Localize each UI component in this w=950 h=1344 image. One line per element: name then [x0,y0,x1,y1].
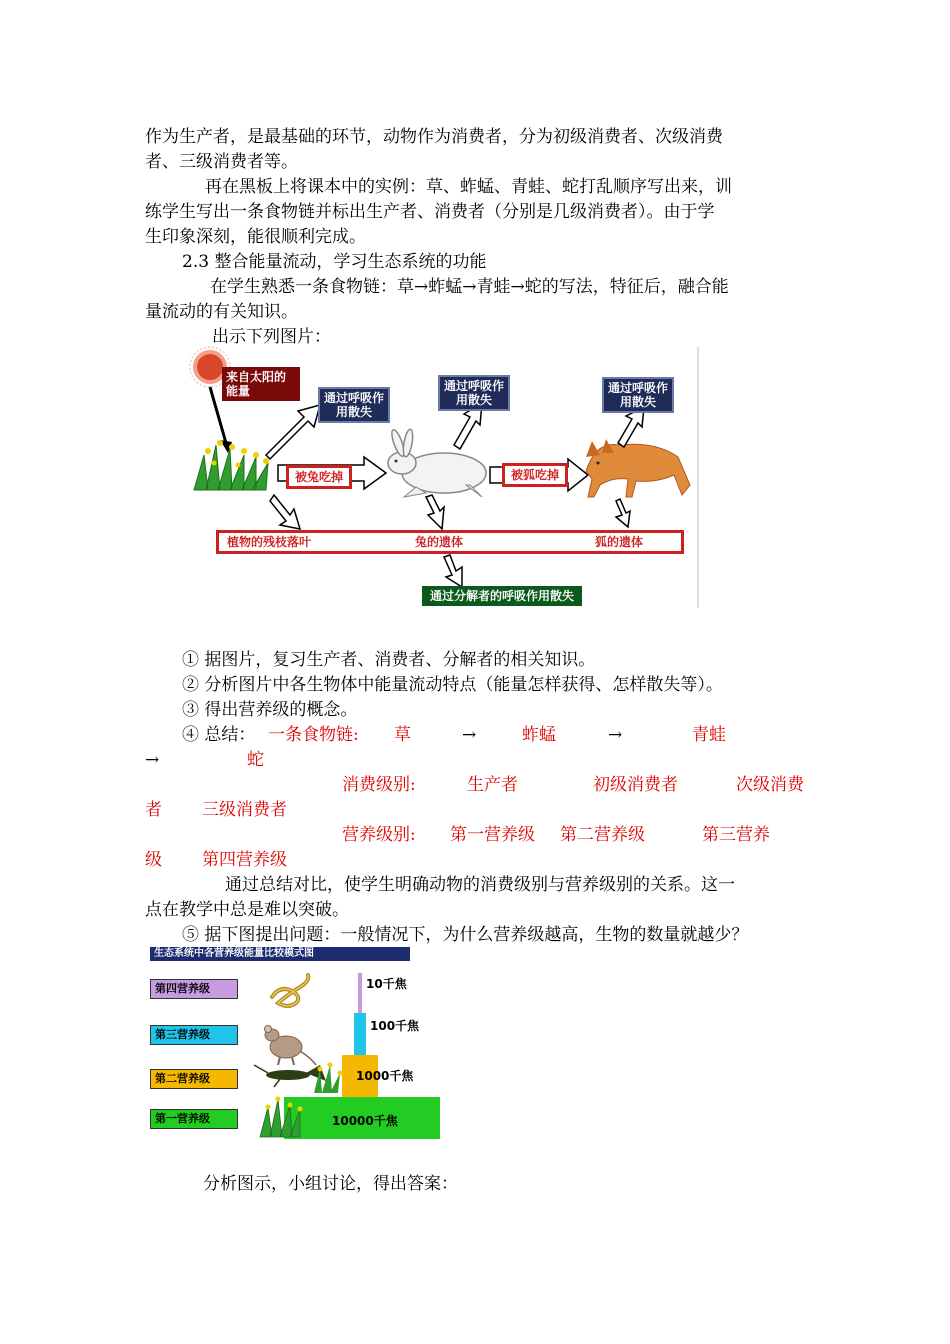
first-trophic-label: 第一营养级 [450,825,535,845]
energy-bar-level-3 [354,1013,366,1055]
fourth-trophic-label: 第四营养级 [202,850,287,870]
paragraph-line: 通过总结对比，使学生明确动物的消费级别与营养级别的关系。这一 [225,875,735,895]
consumer-level-label: 消费级别: [342,775,416,795]
primary-consumer-label: 初级消费者 [593,775,678,795]
list-item: ③ 得出营养级的概念。 [182,700,358,720]
energy-value-level-3: 100千焦 [370,1019,420,1033]
plant-litter-label: 植物的残枝落叶 [227,535,312,549]
sun-energy-label: 来自太阳的能量 [222,367,300,401]
energy-pyramid-figure [150,947,442,1142]
chain-arrow: → [608,725,623,745]
paragraph-line: 分析图示，小组讨论，得出答案： [203,1174,458,1194]
chain-grasshopper: 蚱蜢 [522,725,556,745]
chain-arrow: → [462,725,477,745]
respiration-loss-label: 通过呼吸作用散失 [438,375,510,411]
paragraph-line: 者、三级消费者等。 [145,152,298,172]
pyramid-title: 生态系统中各营养级能量比较模式图 [150,947,410,961]
eaten-by-fox-label: 被狐吃掉 [502,463,568,487]
fox-icon [586,439,690,497]
trophic-level-label: 营养级别: [342,825,416,845]
grasshopper-icon [254,1065,326,1087]
rabbit-remains-label: 兔的遗体 [415,535,464,549]
paragraph-line: 再在黑板上将课本中的实例：草、蚱蜢、青蛙、蛇打乱顺序写出来，训 [205,177,732,197]
chain-frog: 青蛙 [692,725,726,745]
paragraph-line: 练学生写出一条食物链并标出生产者、消费者（分别是几级消费者）。由于学 [145,202,715,222]
tertiary-consumer-label: 三级消费者 [202,800,287,820]
third-trophic-label-cont: 级 [145,850,162,870]
decomposer-loss-label: 通过分解者的呼吸作用散失 [422,586,582,606]
chain-grass: 草 [394,725,411,745]
energy-flow-figure [186,345,702,610]
producer-label: 生产者 [467,775,518,795]
paragraph-line: 在学生熟悉一条食物链：草→蚱蜢→青蛙→蛇的写法，特征后，融合能 [210,277,729,297]
food-chain-label: 一条食物链: [268,725,359,745]
respiration-loss-label: 通过呼吸作用散失 [318,387,390,423]
fox-remains-label: 狐的遗体 [595,535,644,549]
list-item: ① 据图片，复习生产者、消费者、分解者的相关知识。 [182,650,596,670]
trophic-level-tag: 第三营养级 [150,1025,238,1045]
second-trophic-label: 第二营养级 [560,825,645,845]
section-heading: 2.3 整合能量流动，学习生态系统的功能 [182,252,487,272]
remains-bar [216,530,684,554]
eaten-by-rabbit-label: 被兔吃掉 [286,465,352,489]
energy-value-level-1: 10000千焦 [332,1114,398,1128]
paragraph-line: 点在教学中总是难以突破。 [145,900,349,920]
paragraph-line: 作为生产者，是最基础的环节，动物作为消费者，分为初级消费者、次级消费 [145,127,723,147]
mouse-icon [265,1026,317,1066]
third-trophic-label: 第三营养 [702,825,770,845]
grass-icon [194,440,269,490]
list-item: ④ 总结： [182,725,256,745]
list-item: ⑤ 据下图提出问题：一般情况下，为什么营养级越高，生物的数量就越少？ [182,925,749,945]
trophic-level-tag: 第四营养级 [150,979,238,999]
respiration-loss-label: 通过呼吸作用散失 [602,377,674,413]
trophic-level-tag: 第一营养级 [150,1109,238,1129]
secondary-consumer-label-cont: 者 [145,800,162,820]
paragraph-line: 出示下列图片： [212,327,331,347]
paragraph-line: 量流动的有关知识。 [145,302,298,322]
trophic-level-tag: 第二营养级 [150,1069,238,1089]
snake-icon [272,975,308,1006]
paragraph-line: 生印象深刻，能很顺利完成。 [145,227,366,247]
chain-snake: 蛇 [247,750,264,770]
rabbit-icon [388,428,486,497]
energy-bar-level-4 [358,973,362,1013]
secondary-consumer-label: 次级消费 [736,775,804,795]
energy-value-level-4: 10千焦 [366,977,407,991]
list-item: ② 分析图片中各生物体中能量流动特点（能量怎样获得、怎样散失等）。 [182,675,723,695]
energy-value-level-2: 1000千焦 [356,1069,414,1083]
chain-arrow: → [145,750,160,770]
